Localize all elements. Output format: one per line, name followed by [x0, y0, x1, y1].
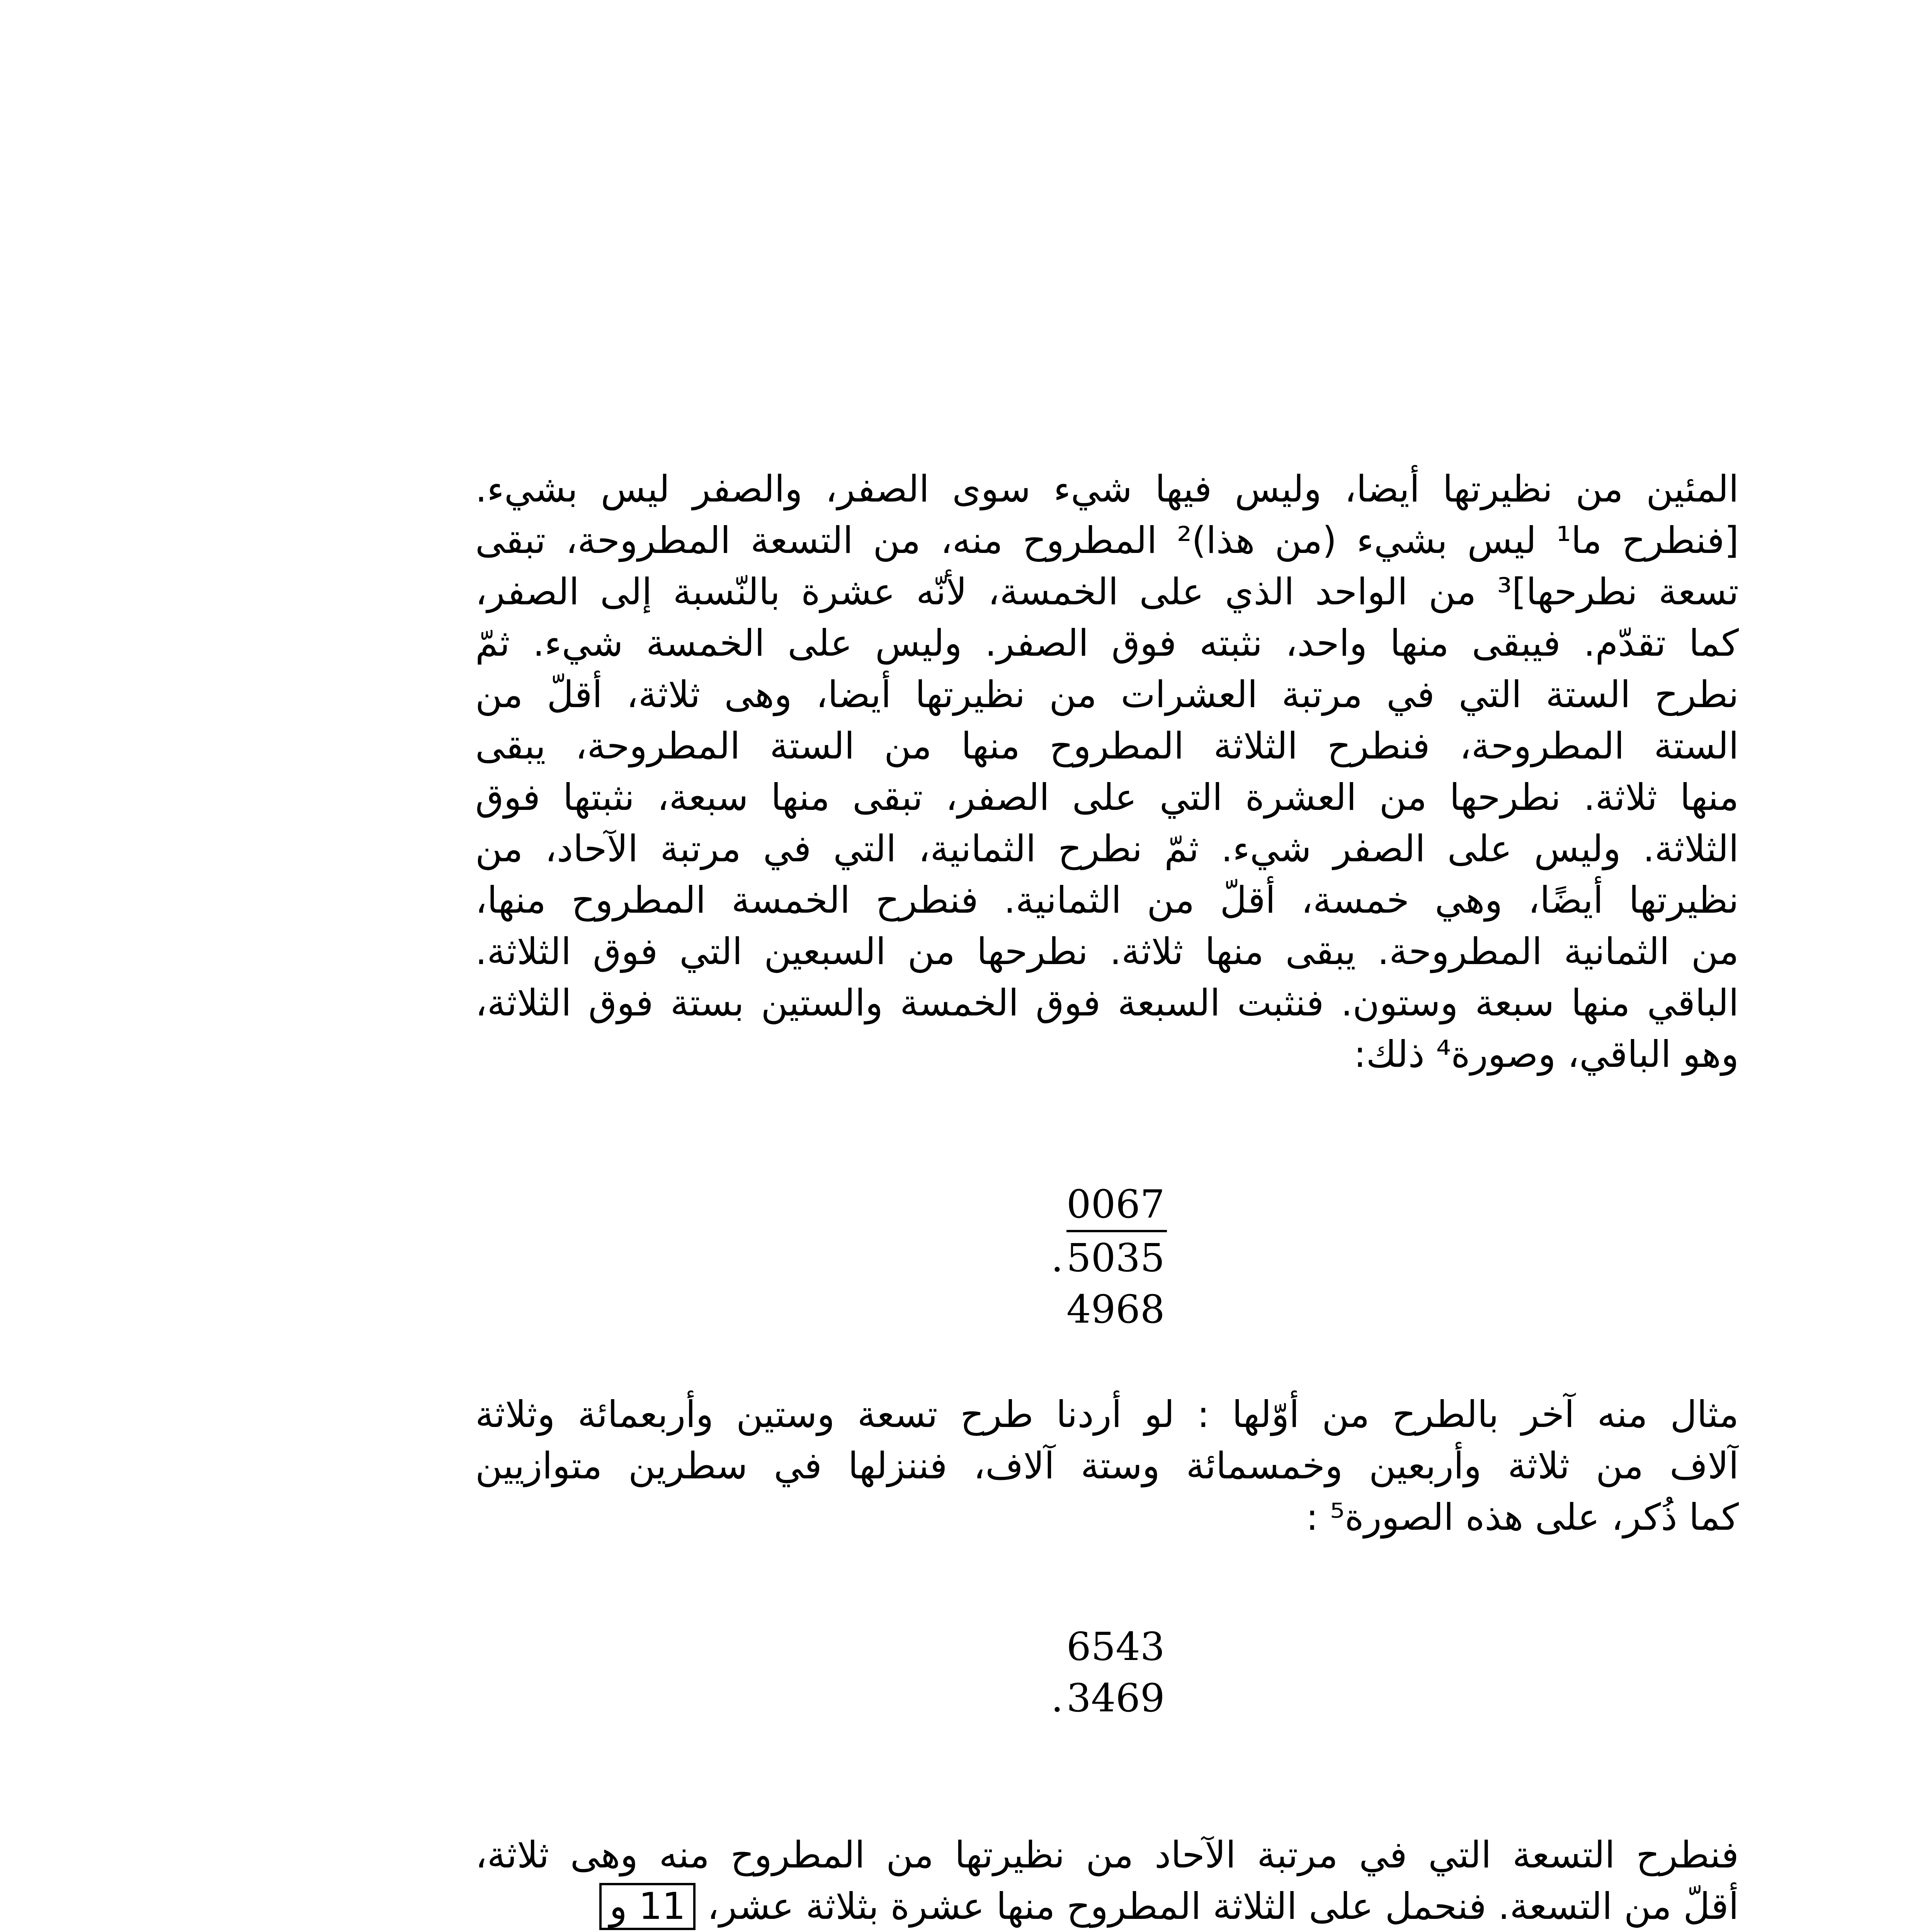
- paragraph-2: [475, 1389, 1739, 1543]
- paragraph-line: الستة المطروحة، فنطرح الثلاثة المطروح منها من الستة المطروحة، يبقى: [475, 725, 1739, 767]
- subtraction-example-1: [1051, 1179, 1167, 1335]
- paragraph-line: كما ذُكر، على هذه الصورة⁵ :: [1306, 1496, 1739, 1539]
- dot-mark: .: [1051, 1675, 1063, 1721]
- paragraph-line: كما تقدّم. فيبقى منها واحد، نثبته فوق الصفر. وليس على الخمسة شيء. ثمّ: [475, 622, 1739, 665]
- paragraph-line: [فنطرح ما¹ ليس بشيء (من هذا)² المطروح منه، من التسعة المطروحة، تبقى: [475, 519, 1739, 562]
- paragraph-line: المئين من نظيرتها أيضا، وليس فيها شيء سوى الصفر، والصفر ليس بشيء.: [475, 468, 1739, 510]
- calc-result-row: 0067: [1066, 1182, 1165, 1227]
- manuscript-folio-marker: 11 و: [599, 1883, 696, 1930]
- paragraph-line: من الثمانية المطروحة. يبقى منها ثلاثة. نطرحها من السبعين التي فوق الثلاثة.: [475, 930, 1739, 973]
- calc-subtrahend-value: 3469: [1066, 1675, 1165, 1721]
- calc-minuend-value: 5035: [1066, 1235, 1165, 1281]
- dot-mark: .: [1051, 1235, 1063, 1281]
- paragraph-line: الباقي منها سبعة وستون. فنثبت السبعة فوق الخمسة والستين بستة فوق الثلاثة،: [475, 982, 1739, 1024]
- paragraph-line: الثلاثة. وليس على الصفر شيء. ثمّ نطرح الثمانية، التي في مرتبة الآحاد، من: [475, 828, 1739, 870]
- calc-minuend-row: 6543: [1066, 1624, 1165, 1669]
- paragraph-line: منها ثلاثة. نطرحها من العشرة التي على الصفر، تبقى منها سبعة، نثبتها فوق: [475, 776, 1739, 819]
- paragraph-line-with-marker: [475, 1881, 1739, 1932]
- paragraph-3: [475, 1830, 1739, 1932]
- paragraph-line: فنطرح التسعة التي في مرتبة الآحاد من نظيرتها من المطروح منه وهى ثلاثة،: [475, 1834, 1739, 1876]
- paragraph-line: تسعة نطرحها]³ من الواحد الذي على الخمسة، لأنّه عشرة بالنّسبة إلى الصفر،: [475, 571, 1739, 613]
- calc-subtrahend-row: [1051, 1672, 1167, 1724]
- calc-subtrahend-row: 4968: [1066, 1287, 1165, 1332]
- paragraph-1: [475, 464, 1739, 1080]
- paragraph-line-text: أقلّ من التسعة. فنحمل على الثلاثة المطروح منها عشرة بثلاثة عشر،: [707, 1885, 1739, 1928]
- calc-minuend-row: [1051, 1230, 1167, 1284]
- subtraction-example-2: [1051, 1621, 1167, 1724]
- paragraph-line: مثال منه آخر بالطرح من أوّلها : لو أردنا طرح تسعة وستين وأربعمائة وثلاثة: [475, 1393, 1739, 1436]
- paragraph-line: نطرح الستة التي في مرتبة العشرات من نظيرتها أيضا، وهى ثلاثة، أقلّ من: [475, 673, 1739, 716]
- paragraph-line: وهو الباقي، وصورة⁴ ذلك:: [1354, 1033, 1739, 1076]
- paragraph-line: نظيرتها أيضًا، وهي خمسة، أقلّ من الثمانية. فنطرح الخمسة المطروح منها،: [475, 879, 1739, 922]
- paragraph-line: آلاف من ثلاثة وأربعين وخمسمائة وستة آلاف، فننزلها في سطرين متوازيين: [475, 1445, 1739, 1487]
